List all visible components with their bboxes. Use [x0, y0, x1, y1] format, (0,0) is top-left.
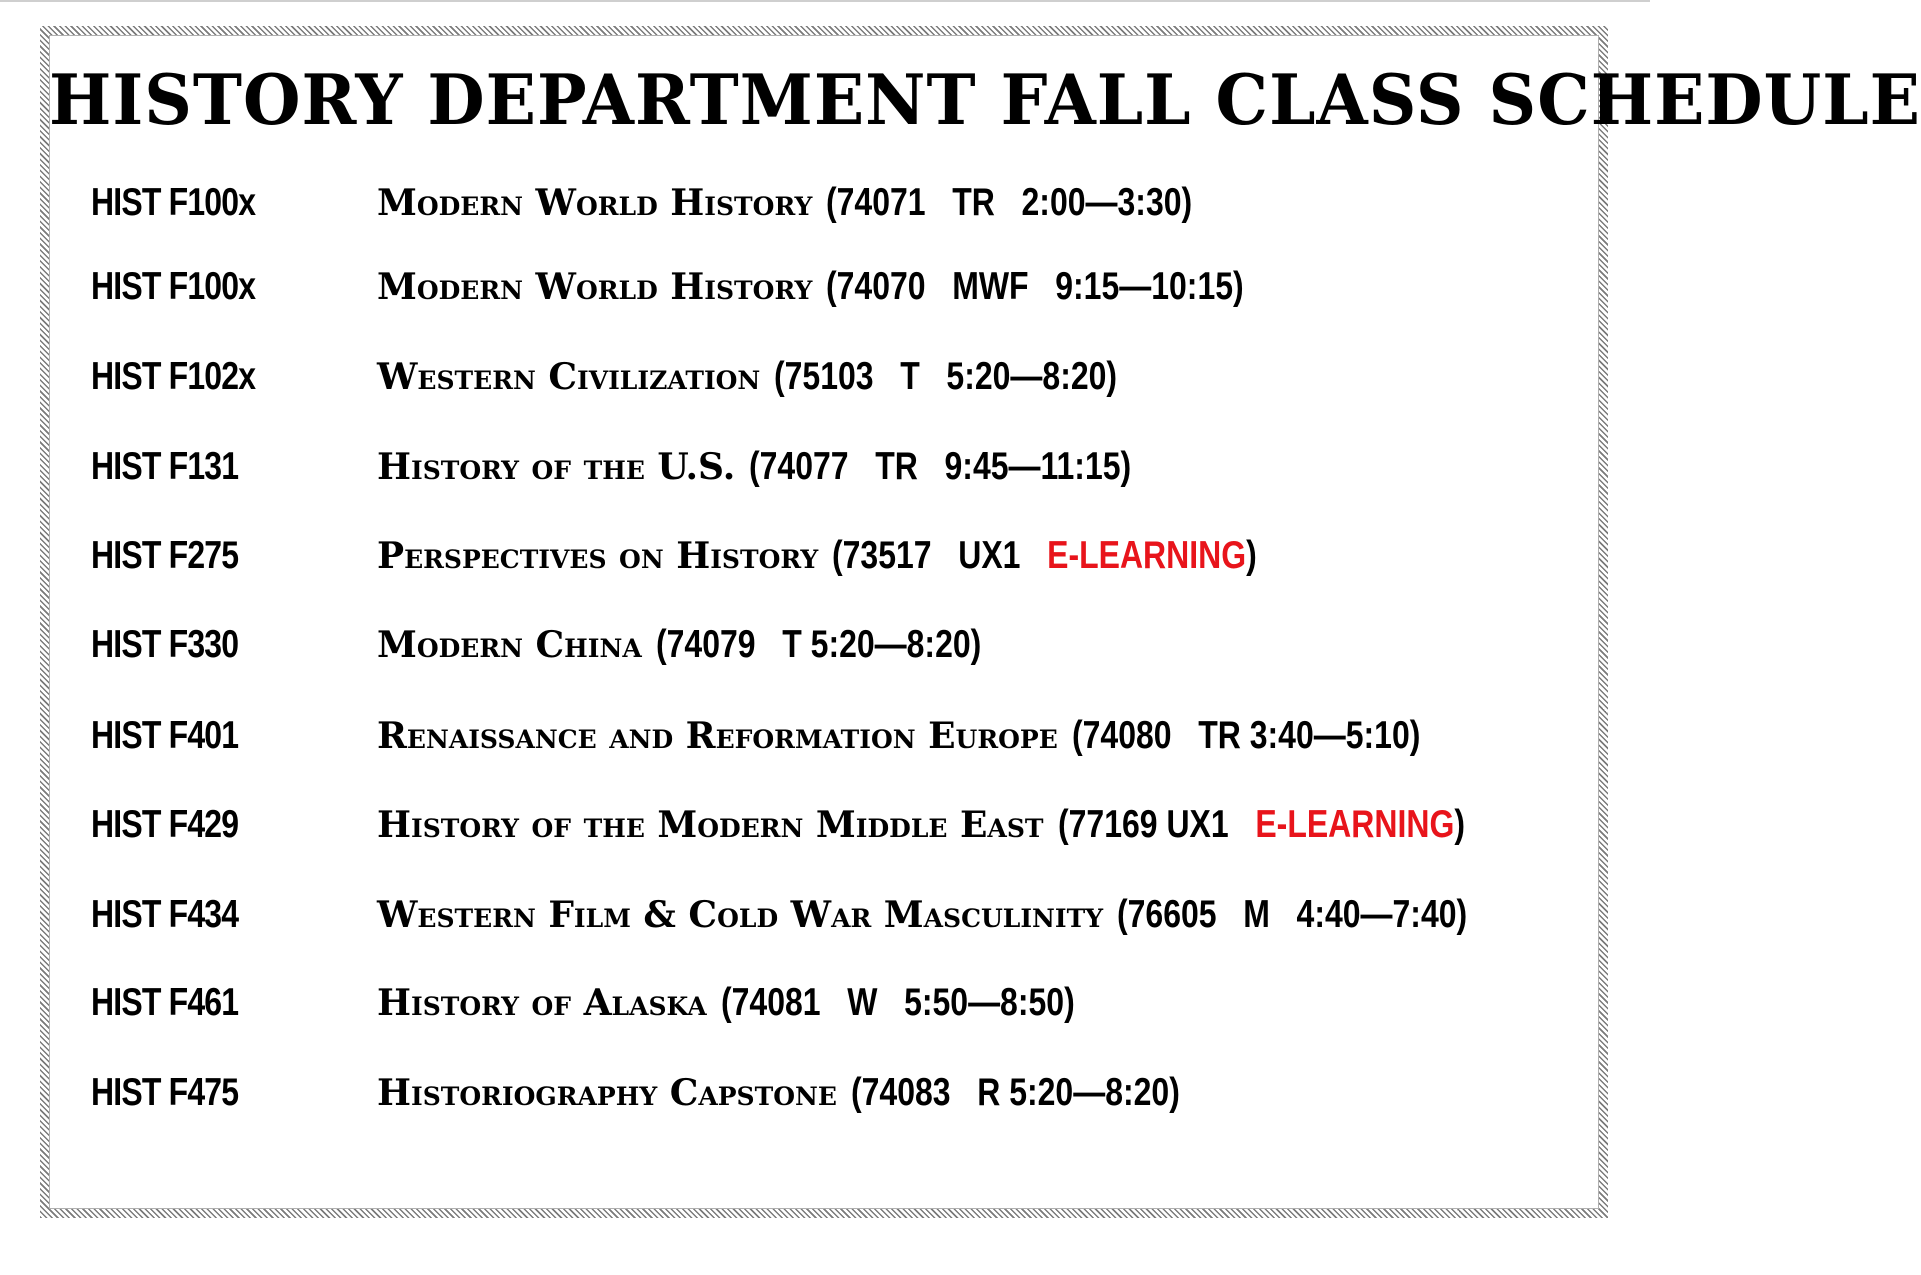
- course-title: Historiography Capstone: [377, 1072, 837, 1114]
- course-section-info: [826, 257, 1244, 317]
- course-title: Western Civilization: [377, 356, 761, 398]
- course-details: [377, 257, 1336, 317]
- course-section-info: [832, 526, 1257, 586]
- course-section-text: (74080 TR 3:40—5:10): [1071, 714, 1421, 757]
- course-section-info: [721, 973, 1075, 1033]
- course-title: Modern World History: [377, 182, 813, 224]
- course-details: [377, 347, 1193, 407]
- course-code: HIST F330: [91, 623, 239, 666]
- course-code: HIST F429: [91, 803, 239, 846]
- course-title: Perspectives on History: [377, 535, 819, 577]
- course-details: [377, 706, 1497, 766]
- course-details: [377, 526, 1350, 586]
- course-title: History of Alaska: [377, 982, 707, 1024]
- course-section-info: [1072, 706, 1420, 766]
- schedule-frame: [40, 26, 1921, 1218]
- course-details: [377, 173, 1273, 233]
- course-section-text: (74071 TR 2:00—3:30): [826, 181, 1193, 224]
- course-list: [49, 35, 1921, 1209]
- course-title: Modern China: [377, 624, 642, 666]
- course-section-info: [1058, 795, 1465, 855]
- course-row: [49, 615, 1599, 675]
- course-code: HIST F102x: [91, 355, 256, 398]
- course-section-text: (76605 M 4:40—7:40): [1117, 893, 1468, 936]
- course-code: HIST F131: [91, 445, 239, 488]
- course-title: Renaissance and Reformation Europe: [377, 715, 1058, 757]
- course-details: [377, 795, 1554, 855]
- course-section-text: (75103 T 5:20—8:20): [774, 355, 1118, 398]
- course-code: HIST F475: [91, 1071, 239, 1114]
- course-section-text: (74070 MWF 9:15—10:15): [826, 265, 1244, 308]
- course-row: [49, 1063, 1599, 1123]
- course-title: Modern World History: [377, 266, 813, 308]
- course-code: HIST F401: [91, 714, 239, 757]
- course-code: HIST F461: [91, 981, 239, 1024]
- course-section-text: (74077 TR 9:45—11:15): [749, 445, 1132, 488]
- course-code: HIST F100x: [91, 181, 256, 224]
- course-section-info: [1117, 885, 1467, 945]
- course-section-close: ): [1246, 534, 1257, 577]
- elearning-label: E-LEARNING: [1254, 803, 1454, 846]
- course-code: HIST F434: [91, 893, 239, 936]
- course-section-info: [656, 615, 981, 675]
- course-code: HIST F275: [91, 534, 239, 577]
- course-title: Western Film & Cold War Masculinity: [377, 894, 1104, 936]
- course-row: [49, 347, 1599, 407]
- course-row: [49, 706, 1599, 766]
- course-section-info: [826, 173, 1192, 233]
- course-details: [377, 973, 1152, 1033]
- course-title: History of the U.S.: [377, 446, 736, 488]
- course-section-text: (74079 T 5:20—8:20): [655, 623, 982, 666]
- course-section-info: [851, 1063, 1180, 1123]
- course-row: [49, 795, 1599, 855]
- course-row: [49, 173, 1599, 233]
- course-section-close: ): [1453, 803, 1465, 846]
- elearning-label: E-LEARNING: [1047, 534, 1247, 577]
- course-row: [49, 437, 1599, 497]
- course-details: [377, 437, 1215, 497]
- page-title: HISTORY DEPARTMENT FALL CLASS SCHEDULE: [49, 59, 1921, 141]
- course-section-info: [774, 347, 1117, 407]
- course-section-text: (77169 UX1: [1057, 803, 1255, 846]
- course-row: [49, 257, 1599, 317]
- course-details: [377, 615, 1052, 675]
- course-details: [377, 1063, 1252, 1123]
- course-details: [377, 885, 1544, 945]
- course-section-text: (73517 UX1: [832, 534, 1048, 577]
- course-row: [49, 973, 1599, 1033]
- course-row: [49, 885, 1599, 945]
- course-code: HIST F100x: [91, 265, 256, 308]
- top-rule: [0, 0, 1650, 2]
- course-section-text: (74083 R 5:20—8:20): [850, 1071, 1180, 1114]
- course-title: History of the Modern Middle East: [377, 804, 1044, 846]
- course-row: [49, 526, 1599, 586]
- course-section-text: (74081 W 5:50—8:50): [720, 981, 1075, 1024]
- course-section-info: [749, 437, 1131, 497]
